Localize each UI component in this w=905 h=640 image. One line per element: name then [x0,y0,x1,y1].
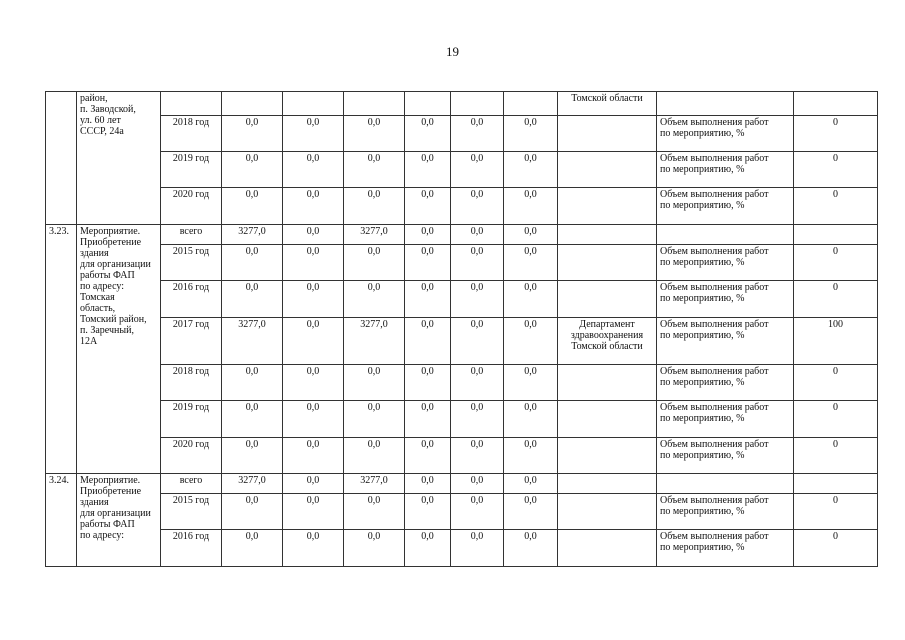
executor-cell [558,225,657,245]
value-cell: 0,0 [344,365,405,401]
executor-cell [558,152,657,188]
value-cell: 0,0 [405,188,451,225]
value-cell: 0,0 [344,152,405,188]
executor-cell [558,281,657,318]
measure-number-cell [46,92,77,225]
value-cell: 0,0 [405,245,451,281]
value-cell: 0,0 [451,225,504,245]
value-cell: 0,0 [451,281,504,318]
value-cell: 0,0 [283,438,344,474]
value-cell: 0,0 [451,474,504,494]
empty-cell [161,92,222,116]
value-cell: 0,0 [222,401,283,438]
measure-name-cell: Мероприятие. Приобретение здания для организации работы ФАП по адресу: Томская область, Томский район, п. Заречный, 12А [77,225,161,474]
value-cell: 0,0 [504,438,558,474]
value-cell: 0,0 [451,438,504,474]
indicator-cell: Объем выполнения работ по мероприятию, % [657,116,794,152]
value-cell: 3277,0 [344,474,405,494]
value-cell: 0,0 [283,188,344,225]
indicator-cell: Объем выполнения работ по мероприятию, % [657,438,794,474]
executor-cell: Томской области [558,92,657,116]
year-cell: 2019 год [161,401,222,438]
value-cell: 0,0 [283,474,344,494]
value-cell: 0,0 [222,116,283,152]
value-cell: 0,0 [504,494,558,530]
value-cell: 0,0 [451,152,504,188]
result-cell: 0 [794,116,878,152]
result-cell: 0 [794,401,878,438]
value-cell: 0,0 [405,474,451,494]
value-cell: 0,0 [222,188,283,225]
indicator-cell: Объем выполнения работ по мероприятию, % [657,188,794,225]
value-cell: 0,0 [405,116,451,152]
year-cell: 2018 год [161,365,222,401]
value-cell: 0,0 [504,474,558,494]
value-cell: 3277,0 [344,318,405,365]
value-cell: 0,0 [405,152,451,188]
empty-cell [504,92,558,116]
value-cell: 0,0 [344,245,405,281]
value-cell: 0,0 [283,116,344,152]
value-cell: 0,0 [451,318,504,365]
executor-cell [558,245,657,281]
empty-cell [222,92,283,116]
value-cell: 0,0 [283,281,344,318]
year-cell: всего [161,474,222,494]
executor-cell [558,401,657,438]
value-cell: 0,0 [405,401,451,438]
value-cell: 0,0 [283,318,344,365]
value-cell: 3277,0 [344,225,405,245]
result-cell: 0 [794,530,878,567]
table-row [46,92,878,116]
indicator-cell: Объем выполнения работ по мероприятию, % [657,401,794,438]
value-cell: 0,0 [451,188,504,225]
executor-cell [558,474,657,494]
year-cell: 2017 год [161,318,222,365]
table-row [46,474,878,494]
value-cell: 0,0 [222,438,283,474]
value-cell: 0,0 [504,530,558,567]
value-cell: 0,0 [504,225,558,245]
indicator-cell: Объем выполнения работ по мероприятию, % [657,530,794,567]
year-cell: 2015 год [161,494,222,530]
executor-cell [558,438,657,474]
page-number: 19 [446,44,459,59]
result-cell: 0 [794,188,878,225]
indicator-cell [657,92,794,116]
value-cell: 0,0 [283,530,344,567]
value-cell: 0,0 [344,530,405,567]
indicator-cell: Объем выполнения работ по мероприятию, % [657,152,794,188]
value-cell: 0,0 [283,365,344,401]
year-cell: 2019 год [161,152,222,188]
value-cell: 0,0 [451,494,504,530]
table-row [46,401,878,438]
executor-cell [558,188,657,225]
table-row [46,494,878,530]
value-cell: 0,0 [344,281,405,318]
indicator-cell [657,474,794,494]
empty-cell [405,92,451,116]
result-cell: 100 [794,318,878,365]
value-cell: 3277,0 [222,318,283,365]
value-cell: 0,0 [451,365,504,401]
value-cell: 0,0 [222,530,283,567]
value-cell: 0,0 [451,245,504,281]
indicator-cell: Объем выполнения работ по мероприятию, % [657,318,794,365]
executor-cell [558,530,657,567]
indicator-cell: Объем выполнения работ по мероприятию, % [657,245,794,281]
table-row [46,530,878,567]
year-cell: 2018 год [161,116,222,152]
value-cell: 0,0 [283,152,344,188]
measure-name-cell: Мероприятие. Приобретение здания для организации работы ФАП по адресу: [77,474,161,567]
table-row [46,318,878,365]
value-cell: 0,0 [451,401,504,438]
value-cell: 0,0 [504,188,558,225]
value-cell: 0,0 [405,494,451,530]
result-cell: 0 [794,365,878,401]
value-cell: 0,0 [283,225,344,245]
indicator-cell: Объем выполнения работ по мероприятию, % [657,281,794,318]
value-cell: 0,0 [405,281,451,318]
value-cell: 0,0 [451,116,504,152]
result-cell [794,225,878,245]
empty-cell [283,92,344,116]
value-cell: 0,0 [283,494,344,530]
value-cell: 0,0 [504,116,558,152]
value-cell: 0,0 [504,318,558,365]
result-cell: 0 [794,438,878,474]
value-cell: 0,0 [344,438,405,474]
value-cell: 0,0 [222,281,283,318]
year-cell: 2020 год [161,438,222,474]
measure-number-cell: 3.23. [46,225,77,474]
value-cell: 0,0 [405,530,451,567]
executor-cell: Департамент здравоохранения Томской области [558,318,657,365]
value-cell: 0,0 [344,401,405,438]
value-cell: 0,0 [504,365,558,401]
indicator-cell: Объем выполнения работ по мероприятию, % [657,365,794,401]
result-cell [794,474,878,494]
table-row [46,365,878,401]
measure-name-cell: район, п. Заводской, ул. 60 лет СССР, 24а [77,92,161,225]
value-cell: 0,0 [405,438,451,474]
table-row [46,245,878,281]
value-cell: 0,0 [283,245,344,281]
table-row [46,225,878,245]
value-cell: 3277,0 [222,225,283,245]
value-cell: 0,0 [222,365,283,401]
value-cell: 0,0 [222,152,283,188]
indicator-cell [657,225,794,245]
executor-cell [558,365,657,401]
table-row [46,438,878,474]
year-cell: 2020 год [161,188,222,225]
table-row [46,188,878,225]
value-cell: 0,0 [222,494,283,530]
value-cell: 0,0 [344,188,405,225]
value-cell: 0,0 [344,116,405,152]
result-cell: 0 [794,152,878,188]
result-cell: 0 [794,494,878,530]
year-cell: всего [161,225,222,245]
result-cell: 0 [794,245,878,281]
value-cell: 0,0 [222,245,283,281]
value-cell: 0,0 [283,401,344,438]
value-cell: 0,0 [405,318,451,365]
table-row [46,152,878,188]
executor-cell [558,116,657,152]
table-row [46,281,878,318]
result-cell: 0 [794,281,878,318]
year-cell: 2016 год [161,530,222,567]
year-cell: 2016 год [161,281,222,318]
year-cell: 2015 год [161,245,222,281]
value-cell: 0,0 [405,225,451,245]
value-cell: 0,0 [504,281,558,318]
value-cell: 0,0 [504,401,558,438]
empty-cell [451,92,504,116]
result-cell [794,92,878,116]
empty-cell [344,92,405,116]
value-cell: 0,0 [344,494,405,530]
measure-number-cell: 3.24. [46,474,77,567]
value-cell: 0,0 [504,152,558,188]
table-row [46,116,878,152]
value-cell: 3277,0 [222,474,283,494]
value-cell: 0,0 [504,245,558,281]
program-measures-table [45,91,878,567]
executor-cell [558,494,657,530]
value-cell: 0,0 [405,365,451,401]
value-cell: 0,0 [451,530,504,567]
indicator-cell: Объем выполнения работ по мероприятию, % [657,494,794,530]
